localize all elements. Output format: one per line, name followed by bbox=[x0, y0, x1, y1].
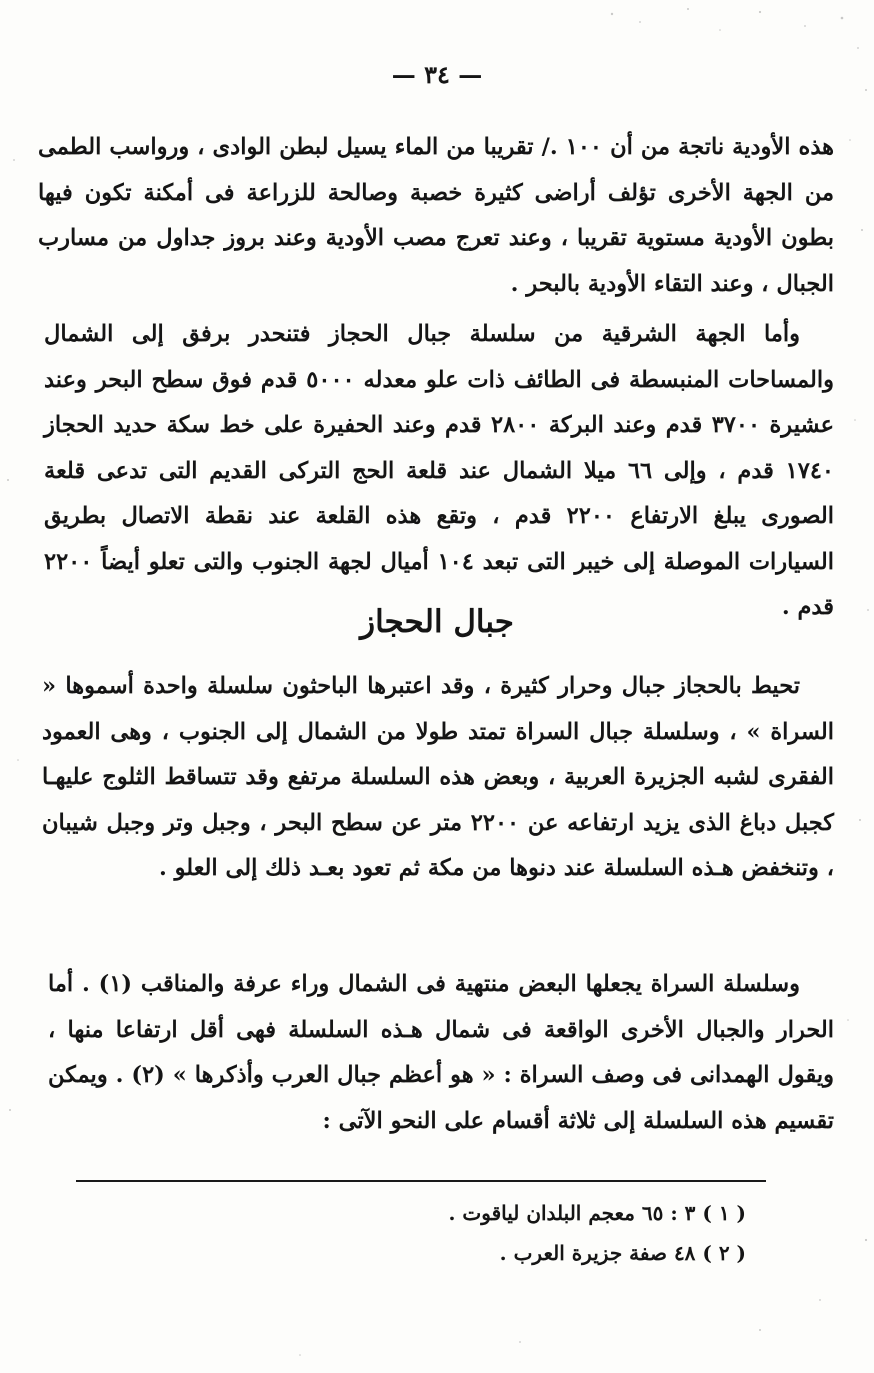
paragraph-sarat-division: وسلسلة السراة يجعلها البعض منتهية فى الشمال وراء عرفة والمناقب (١) . أما الحرار والجبال الأخرى الواقعة فى شمال هـذه السلسلة فهى أقل ارتفاعا منها ، ويقول الهمدانى فى وصف السراة : « هو أعظم جبال العرب وأذكرها » (٢) . ويمكن تقسيم هذه السلسلة إلى ثلاثة أقسام على النحو الآتى : bbox=[48, 971, 834, 1134]
footnote-2: ( ٢ ) ٤٨ صفة جزيرة العرب . bbox=[499, 1241, 746, 1265]
paragraph-wadis: هذه الأودية ناتجة من أن ١٠٠ ./ تقريبا من الماء يسيل لبطن الوادى ، ورواسب الطمى من الجهة الأخرى تؤلف أراضى كثيرة خصبة وصالحة للزراعة فى أمكنة تكون فيها بطون الأودية مستوية تقريبا ، وعند تعرج مصب الأودية وعند بروز جداول من مسارب الجبال ، وعند التقاء الأودية بالبحر . bbox=[38, 134, 834, 297]
footnote-divider bbox=[76, 1180, 766, 1182]
page-number: — ٣٤ — bbox=[391, 60, 483, 89]
paragraph-eastern-side: وأما الجهة الشرقية من سلسلة جبال الحجاز فتنحدر برفق إلى الشمال والمساحات المنبسطة فى الطائف ذات علو معدله ٥٠٠٠ قدم فوق سطح البحر وعند عشيرة ٣٧٠٠ قدم وعند البركة ٢٨٠٠ قدم وعند الحفيرة على خط سكة حديد الحجاز ١٧٤٠ قدم ، وإلى ٦٦ ميلا الشمال عند قلعة الحج التركى القديم التى تدعى قلعة الصورى يبلغ الارتفاع ٢٢٠٠ قدم ، وتقع هذه القلعة عند نقطة الاتصال بطريق السيارات الموصلة إلى خيبر التى تبعد ١٠٤ أميال لجهة الجنوب والتى تعلو أيضاً ٢٢٠٠ قدم . bbox=[44, 321, 835, 620]
paragraph-sarat-range: تحيط بالحجاز جبال وحرار كثيرة ، وقد اعتبرها الباحثون سلسلة واحدة أسموها « السراة » ، وسلسلة جبال السراة تمتد طولا من الشمال إلى الجنوب ، وهى العمود الفقرى لشبه الجزيرة العربية ، وبعض هذه السلسلة مرتفع وقد تتساقط الثلوج عليهـا كجبل دباغ الذى يزيد ارتفاعه عن ٢٢٠٠ متر عن سطح البحر ، وجبل وتر وجبل شيبان ، وتنخفض هـذه السلسلة عند دنوها من مكة ثم تعود بعـد ذلك إلى العلو . bbox=[42, 673, 834, 881]
footnotes-list bbox=[448, 1193, 746, 1273]
footnote-1: ( ١ ) ٣ : ٦٥ معجم البلدان لياقوت . bbox=[448, 1201, 746, 1225]
section-heading: جبال الحجاز bbox=[360, 604, 514, 640]
